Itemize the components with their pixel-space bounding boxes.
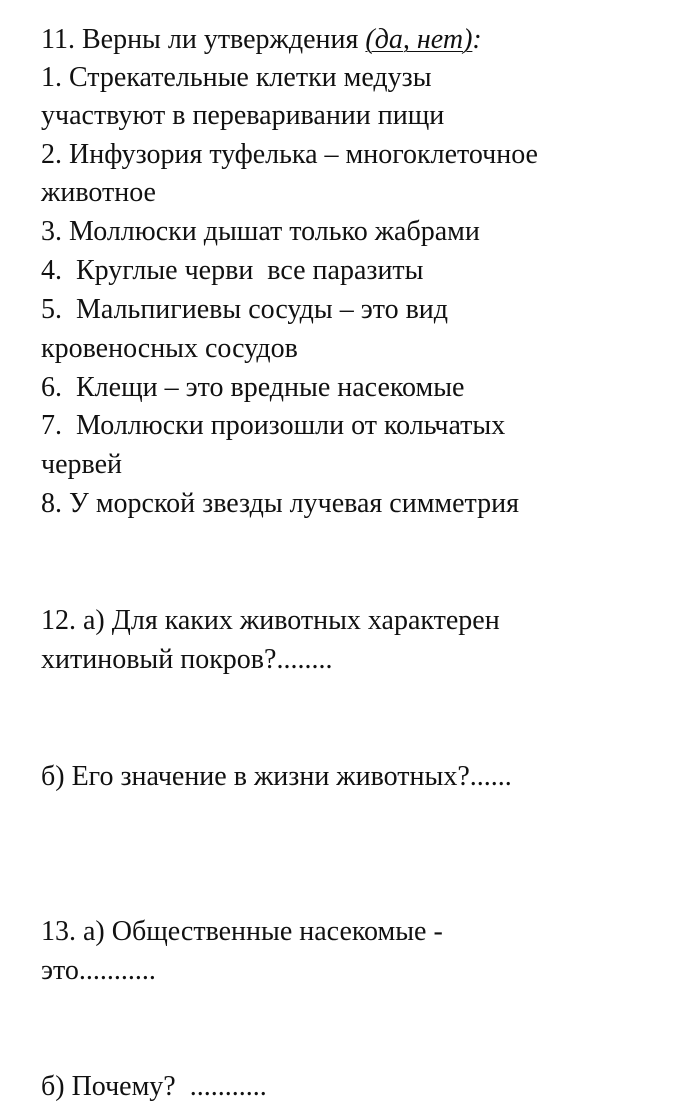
statement-1-line-2: участвуют в переваривании пищи bbox=[41, 100, 445, 131]
statement-5-line-1: 5. Мальпигиевы сосуды – это вид bbox=[41, 294, 449, 325]
statement-5-line-2: кровеносных сосудов bbox=[41, 333, 298, 364]
question-11-title bbox=[41, 22, 482, 58]
question-13a-line-1: 13. а) Общественные насекомые - bbox=[41, 916, 443, 947]
statement-2-line-2: животное bbox=[41, 177, 156, 208]
statement-1-line-1: 1. Стрекательные клетки медузы bbox=[41, 62, 432, 93]
question-13b: б) Почему? ........... bbox=[41, 1071, 267, 1102]
statement-6: 6. Клещи – это вредные насекомые bbox=[41, 372, 465, 403]
statement-7-line-1: 7. Моллюски произошли от кольчатых bbox=[41, 410, 506, 441]
statement-7-line-2: червей bbox=[41, 449, 122, 480]
question-11-title-colon: : bbox=[472, 24, 482, 55]
question-12a-line-1: 12. а) Для каких животных характерен bbox=[41, 605, 500, 636]
question-12a-line-2: хитиновый покров?........ bbox=[41, 644, 333, 675]
statement-3: 3. Моллюски дышат только жабрами bbox=[41, 216, 480, 247]
question-12b: б) Его значение в жизни животных?...... bbox=[41, 761, 512, 792]
statement-2-line-1: 2. Инфузория туфелька – многоклеточное bbox=[41, 139, 538, 170]
answer-options-hint: (да, нет) bbox=[365, 24, 473, 55]
question-11-title-text: 11. Верны ли утверждения bbox=[41, 24, 366, 55]
question-13a-line-2: это........... bbox=[41, 955, 156, 986]
statement-4: 4. Круглые черви все паразиты bbox=[41, 255, 424, 286]
statement-8: 8. У морской звезды лучевая симметрия bbox=[41, 488, 519, 519]
